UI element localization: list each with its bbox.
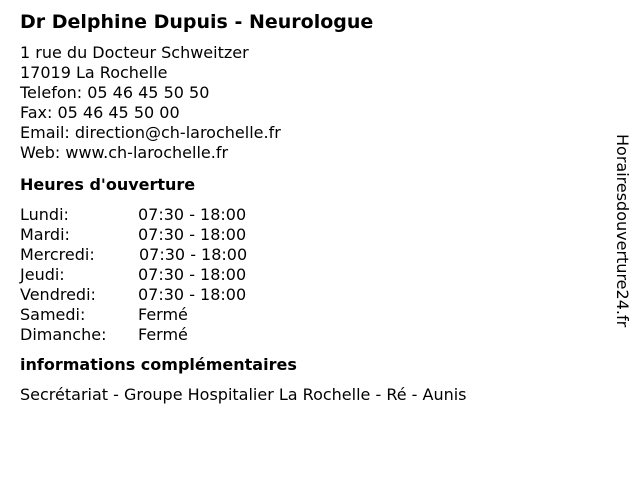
phone-number: Telefon: 05 46 45 50 50	[20, 83, 210, 102]
listing-card	[20, 10, 600, 405]
page-title: Dr Delphine Dupuis - Neurologue	[20, 11, 374, 33]
hours-row-friday	[20, 285, 600, 305]
time-value: Fermé	[138, 305, 188, 324]
time-value: 07:30 - 18:00	[138, 225, 247, 244]
time-value: 07:30 - 18:00	[139, 245, 248, 264]
time-value: 07:30 - 18:00	[138, 265, 247, 284]
address-street: 1 rue du Docteur Schweitzer	[20, 43, 249, 62]
hours-row-sunday	[20, 325, 600, 345]
hours-heading: Heures d'ouverture	[20, 175, 196, 194]
site-watermark: Horairesdouverture24.fr	[613, 134, 632, 328]
hours-row-tuesday	[20, 225, 600, 245]
time-value: 07:30 - 18:00	[138, 205, 247, 224]
hours-row-wednesday	[20, 245, 600, 265]
day-label: Samedi:	[20, 305, 86, 324]
hours-row-saturday	[20, 305, 600, 325]
info-text: Secrétariat - Groupe Hospitalier La Rochelle - Ré - Aunis	[20, 385, 467, 404]
info-heading: informations complémentaires	[20, 355, 297, 374]
website-address: Web: www.ch-larochelle.fr	[20, 143, 229, 162]
hours-row-thursday	[20, 265, 600, 285]
day-label: Mercredi:	[20, 245, 95, 264]
email-address: Email: direction@ch-larochelle.fr	[20, 123, 281, 142]
day-label: Vendredi:	[20, 285, 96, 304]
day-label: Dimanche:	[20, 325, 107, 344]
time-value: Fermé	[138, 325, 188, 344]
day-label: Mardi:	[20, 225, 70, 244]
time-value: 07:30 - 18:00	[138, 285, 247, 304]
fax-number: Fax: 05 46 45 50 00	[20, 103, 180, 122]
contact-block	[20, 43, 600, 163]
day-label: Jeudi:	[20, 265, 65, 284]
day-label: Lundi:	[20, 205, 69, 224]
opening-hours-table	[20, 205, 600, 345]
hours-row-monday	[20, 205, 600, 225]
address-city: 17019 La Rochelle	[20, 63, 168, 82]
